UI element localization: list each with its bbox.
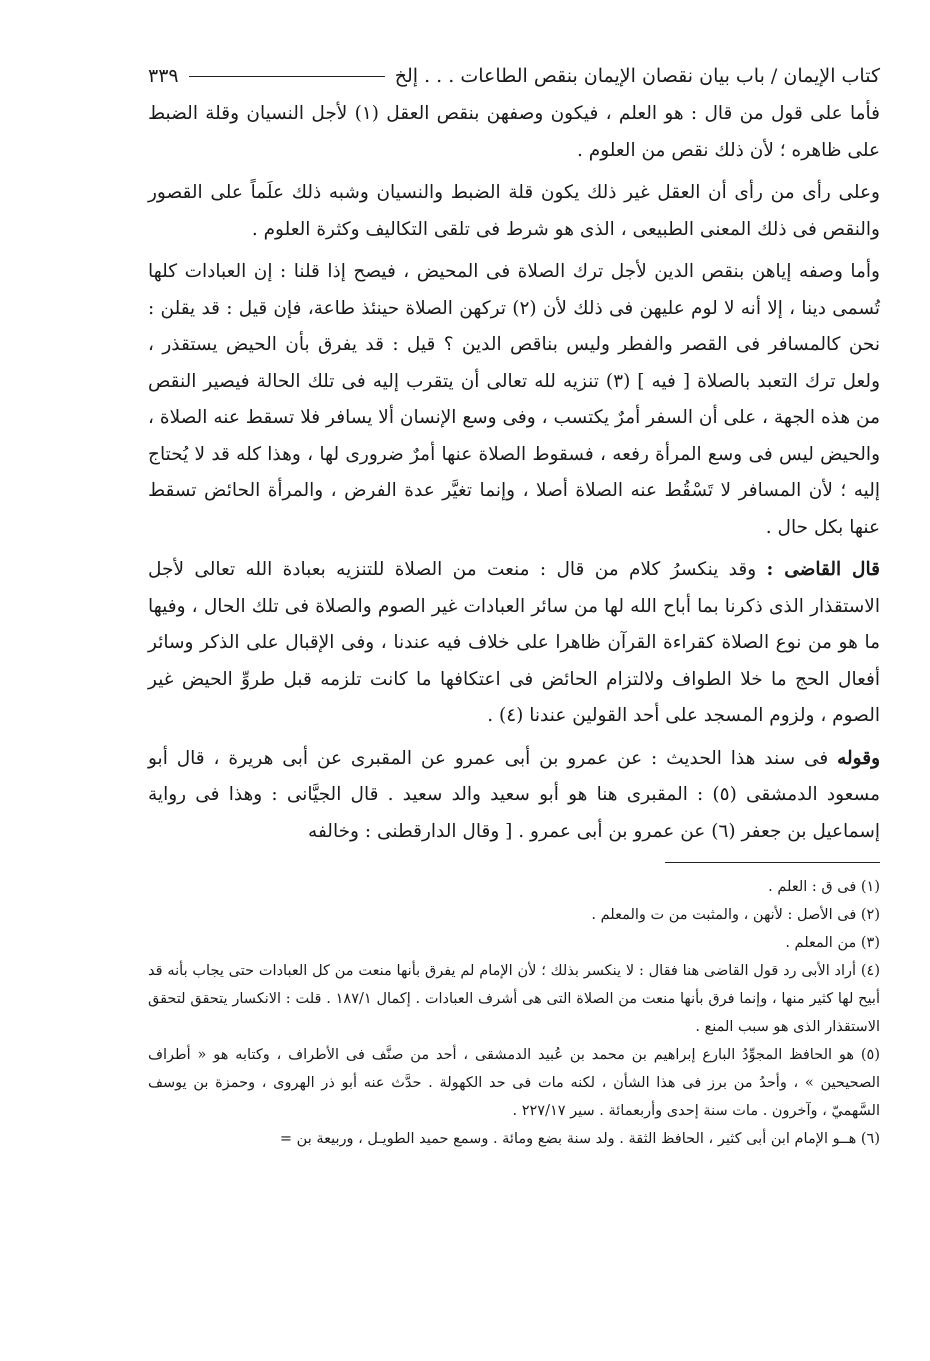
paragraph-text: فى سند هذا الحديث : عن عمرو بن أبى عمرو عن المقبرى عن أبى هريرة ، قال أبو مسعود الدمشقى (٥) : المقبرى هنا هو أبو سعيد والد سعيد . قال الجيَّانى : وهذا فى رواية إسماعيل بن جعفر (٦) عن عمرو بن أبى عمرو . [ وقال الدارقطنى : وخالفه [148, 747, 880, 842]
paragraph-lead: قال القاضى : [766, 559, 880, 580]
footnote-separator [665, 862, 880, 863]
footnote: (١) فى ق : العلم . [768, 879, 880, 895]
paragraph-lead: وقوله [837, 747, 880, 769]
footnote: (٤) أراد الأبى رد قول القاضى هنا فقال : لا ينكسر بذلك ؛ لأن الإمام لم يفرق بأنها منعت من كل العبادات حتى يجاب بأنه قد أبيح لها كثير منها ، وإنما فرق بأنها منعت من الصلاة التى هى أشرف العبادات . إكمال ١٨٧/١ . قلت : الانكسار يتحقق لتحقق الاستقذار الذى هو سبب المنع . [148, 963, 880, 1035]
footnote: (٦) هــو الإمام ابن أبى كثير ، الحافظ الثقة . ولد سنة بضع ومائة . وسمع حميد الطويـل ، وربيعة بن = [279, 1131, 880, 1147]
paragraph-text: وقد ينكسرُ كلام من قال : منعت من الصلاة للتنزيه بعبادة الله تعالى لأجل الاستقذار الذى ذكرنا بما أباح الله لها من سائر العبادات غير الصوم والصلاة فى تلك الحال ، وفيها ما هو من نوع الصلاة كقراءة القرآن ظاهرا على خلاف فيه عندنا ، وفى الإقبال على الذكر وسائر أفعال الحج ما خلا الطواف ولالتزام الحائض فى اعتكافها ما كانت تلزمه قبل طروِّ الحيض غير الصوم ، ولزوم المسجد على أحد القولين عندنا (٤) . [148, 559, 880, 726]
footnotes [148, 873, 880, 1153]
paragraph [148, 254, 880, 546]
running-header [148, 58, 880, 94]
paragraph [148, 175, 880, 248]
header-rule [189, 76, 385, 77]
paragraph [148, 741, 880, 851]
running-title: كتاب الإيمان / باب بيان نقصان الإيمان بنقص الطاعات . . . إلخ [394, 65, 880, 87]
paragraph [148, 96, 880, 169]
footnote: (٢) فى الأصل : لأنهن ، والمثبت من ت والمعلم . [591, 907, 880, 923]
footnote: (٣) من المعلم . [785, 935, 880, 951]
main-text [148, 96, 880, 850]
book-page [148, 58, 880, 1153]
paragraph-text: وعلى رأى من رأى أن العقل غير ذلك يكون قلة الضبط والنسيان وشبه ذلك علَماً على القصور والنقص فى ذلك المعنى الطبيعى ، الذى هو شرط فى تلقى التكاليف وكثرة العلوم . [148, 182, 880, 240]
paragraph-text: وأما وصفه إياهن بنقص الدين لأجل ترك الصلاة فى المحيض ، فيصح إذا قلنا : إن العبادات كلها تُسمى دينا ، إلا أنه لا لوم عليهن فى ذلك لأن (٢) تركهن الصلاة حينئذ طاعة، فإن قيل : قد يقلن : نحن كالمسافر فى القصر والفطر وليس بناقص الدين ؟ قيل : قد يفرق بأن الحيض يستقذر ، ولعل ترك التعبد بالصلاة [ فيه ] (٣) تنزيه لله تعالى أن يتقرب إليه فى تلك الحالة فيصير النقص من هذه الجهة ، على أن السفر أمرٌ يكتسب ، وفى وسع الإنسان ألا يسافر فلا تسقط عنه الصلاة ، والحيض ليس فى وسع المرأة رفعه ، فسقوط الصلاة عنها أمرٌ ضرورى لها ، وهذا كله قد لا يُحتاج إليه ؛ لأن المسافر لا تَسْقُط عنه الصلاة أصلا ، وإنما تغيَّر عدة الفرض ، والمرأة الحائض تسقط عنها بكل حال . [148, 261, 880, 538]
page-number: ٣٣٩ [148, 65, 179, 87]
paragraph-text: فأما على قول من قال : هو العلم ، فيكون وصفهن بنقص العقل (١) لأجل النسيان وقلة الضبط على ظاهره ؛ لأن ذلك نقص من العلوم . [148, 103, 880, 161]
paragraph [148, 552, 880, 735]
footnote: (٥) هو الحافظ المجوِّدُ البارع إبراهيم بن محمد بن عُبيد الدمشقى ، أحد من صنَّف فى الأطراف ، وكتابه هو « أطراف الصحيحين » ، وأحدُ من برز فى هذا الشأن ، لكنه مات فى حد الكهولة . حدَّث عنه أبو ذر الهروى ، وحمزة بن يوسف السَّهميّ ، وآخرون . مات سنة إحدى وأربعمائة . سير ٢٢٧/١٧ . [148, 1047, 880, 1119]
